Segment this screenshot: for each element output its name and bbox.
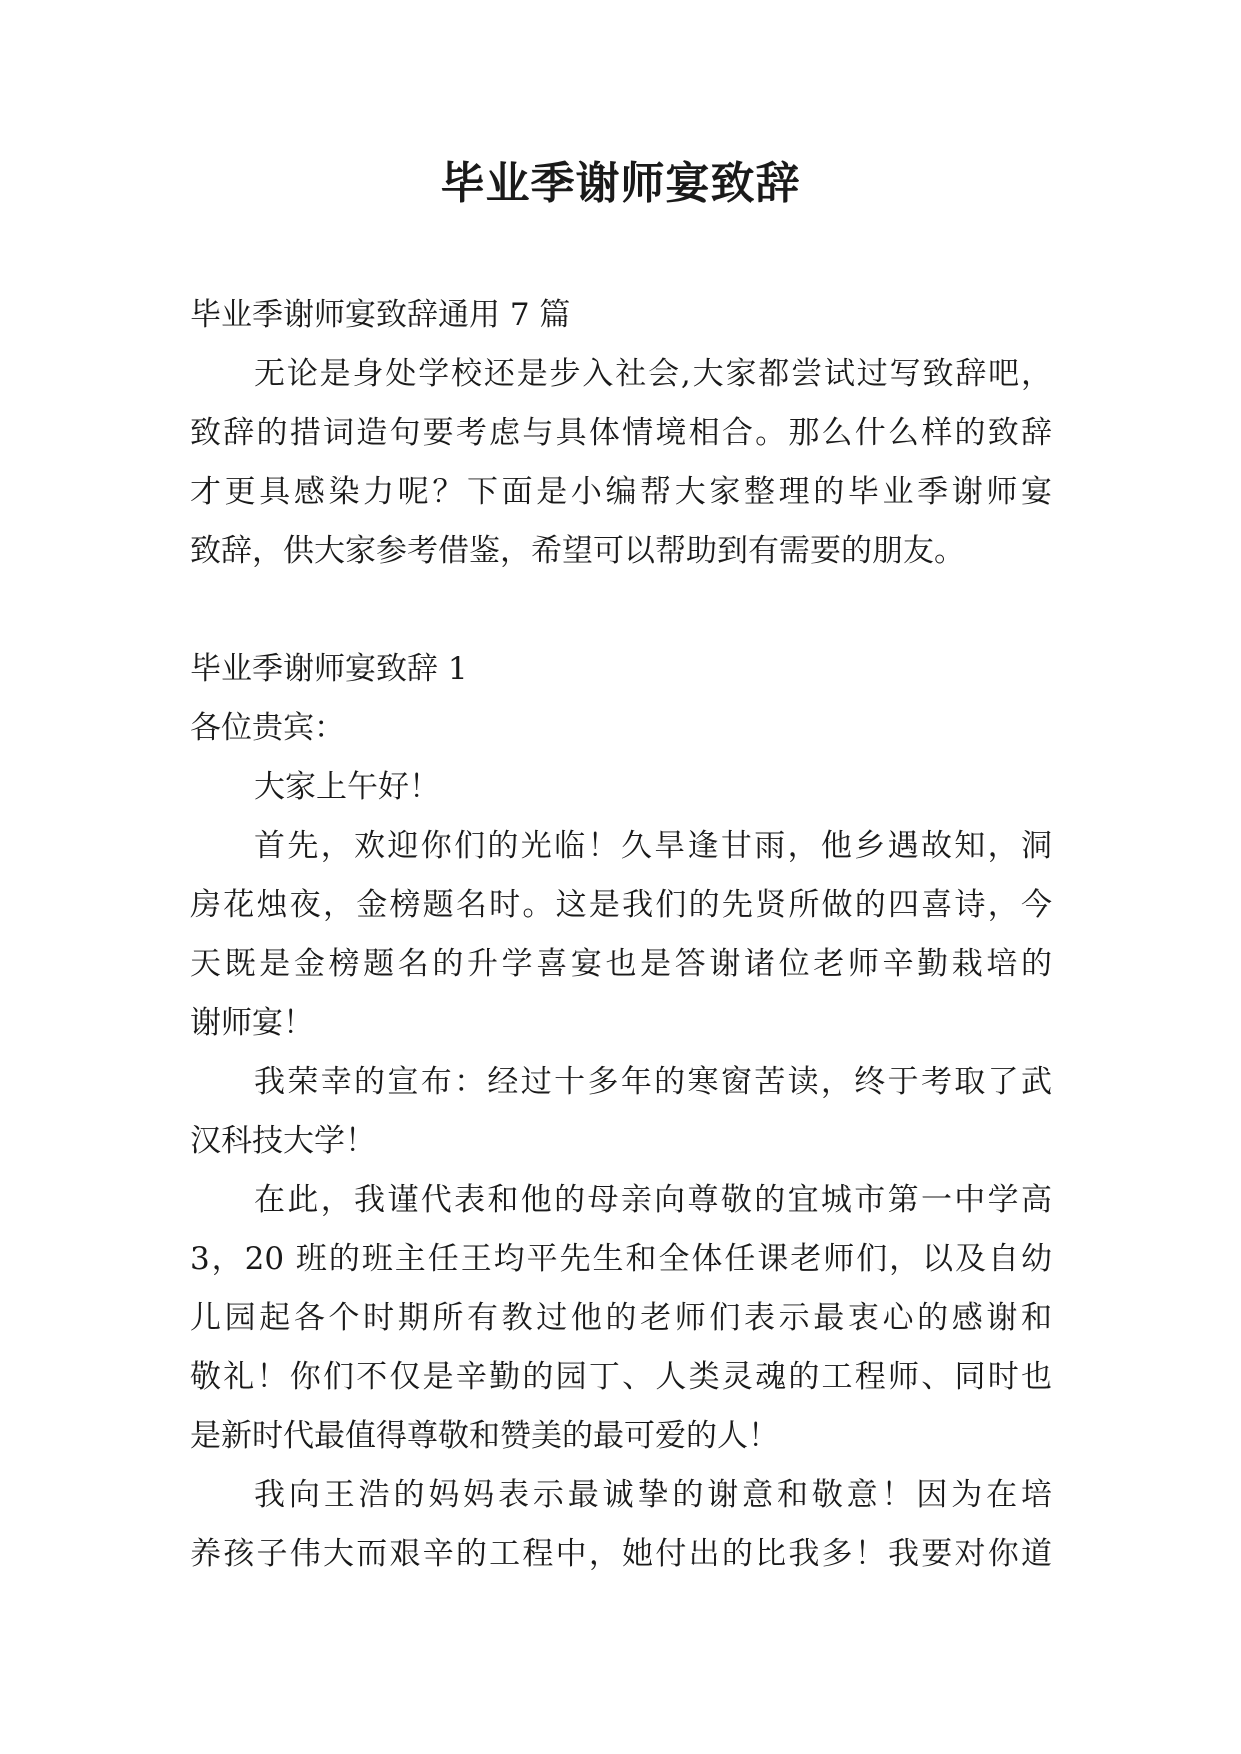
intro-line: 致辞的措词造句要考虑与具体情境相合。那么什么样的致辞 <box>190 415 1052 451</box>
paragraph-line: 3，20 班的班主任王均平先生和全体任课老师们，以及自幼 <box>190 1241 1052 1277</box>
intro-paragraph <box>190 345 1052 581</box>
paragraph-line: 在此，我谨代表和他的母亲向尊敬的宜城市第一中学高 <box>254 1182 1052 1218</box>
body-paragraph-1 <box>190 817 1052 1053</box>
section-heading: 毕业季谢师宴致辞 1 <box>190 651 468 687</box>
document-subtitle: 毕业季谢师宴致辞通用 7 篇 <box>190 297 571 333</box>
document-title: 毕业季谢师宴致辞 <box>440 158 801 209</box>
salutation: 各位贵宾： <box>190 710 345 746</box>
body-paragraph-2 <box>190 1053 1052 1171</box>
paragraph-line: 养孩子伟大而艰辛的工程中，她付出的比我多！我要对你道 <box>190 1536 1052 1572</box>
intro-line: 无论是身处学校还是步入社会,大家都尝试过写致辞吧， <box>254 356 1052 392</box>
paragraph-line: 首先，欢迎你们的光临！久旱逢甘雨，他乡遇故知，洞 <box>254 828 1052 864</box>
paragraph-line: 谢师宴！ <box>190 1005 314 1041</box>
body-paragraph-4 <box>190 1466 1052 1584</box>
paragraph-line: 房花烛夜，金榜题名时。这是我们的先贤所做的四喜诗，今 <box>190 887 1052 923</box>
intro-line: 才更具感染力呢？下面是小编帮大家整理的毕业季谢师宴 <box>190 474 1052 510</box>
greeting: 大家上午好！ <box>254 769 440 805</box>
body-paragraph-3 <box>190 1171 1052 1466</box>
paragraph-line: 我向王浩的妈妈表示最诚挚的谢意和敬意！因为在培 <box>254 1477 1052 1513</box>
paragraph-line: 我荣幸的宣布：经过十多年的寒窗苦读，终于考取了武 <box>254 1064 1052 1100</box>
paragraph-line: 是新时代最值得尊敬和赞美的最可爱的人！ <box>190 1418 779 1454</box>
intro-line: 致辞，供大家参考借鉴，希望可以帮助到有需要的朋友。 <box>190 533 965 569</box>
paragraph-line: 汉科技大学！ <box>190 1123 376 1159</box>
document-body <box>190 286 1052 1584</box>
paragraph-line: 敬礼！你们不仅是辛勤的园丁、人类灵魂的工程师、同时也 <box>190 1359 1052 1395</box>
paragraph-gap <box>190 581 1052 640</box>
paragraph-line: 儿园起各个时期所有教过他的老师们表示最衷心的感谢和 <box>190 1300 1052 1336</box>
paragraph-line: 天既是金榜题名的升学喜宴也是答谢诸位老师辛勤栽培的 <box>190 946 1052 982</box>
